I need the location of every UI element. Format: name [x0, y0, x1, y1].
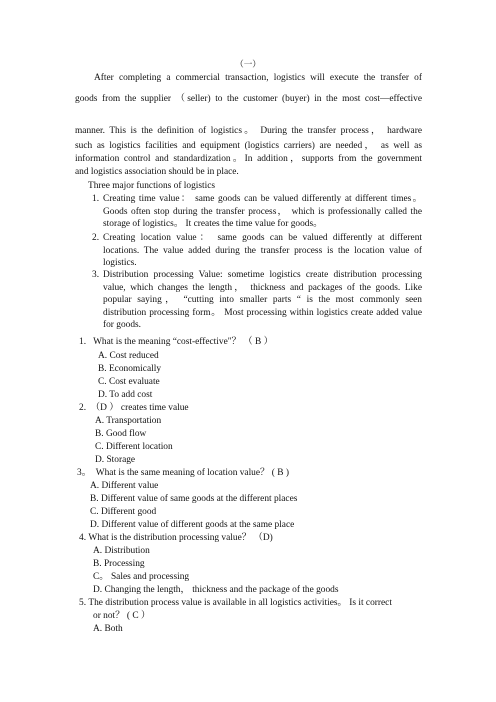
- option: D. To add cost: [98, 390, 153, 400]
- option: B. Processing: [93, 559, 145, 569]
- question-1: [79, 336, 273, 349]
- intro-line: such as logistics facilities and equipment (logistics carriers) are needed， as well as: [75, 141, 422, 151]
- option: A. Both: [93, 624, 123, 634]
- option: D. Changing the length， thickness and the package of the goods: [93, 585, 339, 595]
- question-5: [79, 597, 392, 610]
- option: C. Cost evaluate: [98, 377, 160, 387]
- intro-line: and logistics association should be in place.: [75, 167, 239, 177]
- option: A. Cost reduced: [98, 351, 159, 361]
- question-4: [79, 532, 273, 545]
- option: B. Different value of same goods at the different places: [90, 494, 298, 504]
- option: C. Different location: [95, 442, 173, 452]
- question-text: What is the meaning “cost-effective"？ （ B ）: [93, 337, 273, 347]
- question-text: The distribution process value is available in all logistics activities。 Is it correct: [88, 598, 392, 608]
- question-number: 4.: [79, 533, 87, 543]
- option: D. Storage: [95, 455, 136, 465]
- intro-line: After completing a commercial transaction, logistics will execute the transfer of: [94, 73, 422, 83]
- question-text: What is the same meaning of location value？ ( B ): [95, 468, 289, 478]
- function-number: 3.: [92, 270, 100, 280]
- option: C. Different good: [90, 507, 157, 517]
- question-text: What is the distribution processing value？ （D): [88, 533, 273, 543]
- option: C。 Sales and processing: [93, 572, 190, 582]
- functions-title: Three major functions of logistics: [88, 181, 216, 191]
- question-3: [77, 467, 289, 480]
- question-number: 5.: [79, 598, 87, 608]
- question-2: [79, 402, 189, 415]
- intro-line: information control and standardization。In addition，supports from the government: [75, 154, 422, 164]
- question-number: 1.: [79, 337, 87, 347]
- option: A. Distribution: [93, 546, 150, 556]
- question-text-continued: or not？ ( C ）: [93, 611, 151, 621]
- intro-line: goods from the supplier （seller) to the customer (buyer) in the most cost—effective: [75, 94, 422, 104]
- function-text: Creating time value： same goods can be valued differently at different times。Goods often stop during the transfer process， which is professionally called the storage of logistics。 It creates the time value for goods。: [103, 194, 422, 230]
- option: B. Good flow: [95, 429, 147, 439]
- question-number: 3。: [77, 468, 92, 478]
- option: A. Transportation: [95, 416, 162, 426]
- question-number: 2.: [79, 403, 87, 413]
- intro-line: manner. This is the definition of logistics。 During the transfer process， hardware: [75, 126, 422, 136]
- question-text: （D ） creates time value: [90, 403, 189, 413]
- option: A. Different value: [90, 481, 159, 491]
- function-text: Distribution processing Value: sometime logistics create distribution processing value, which changes the length， thickness and packages of the goods. Like popular saying， “cutting into smaller parts “ is the most commonly seen distribution processing form。 Most processing within logistics create added value for goods.: [103, 270, 422, 331]
- option: D. Different value of different goods at the same place: [90, 520, 295, 530]
- option: B. Economically: [98, 364, 162, 374]
- function-number: 2.: [92, 233, 100, 243]
- function-number: 1.: [92, 194, 100, 204]
- section-heading: （一）: [235, 59, 261, 69]
- function-text: Creating location value： same goods can be valued differently at different locations. The value added during the transfer process is the location value of logistics.: [103, 233, 422, 269]
